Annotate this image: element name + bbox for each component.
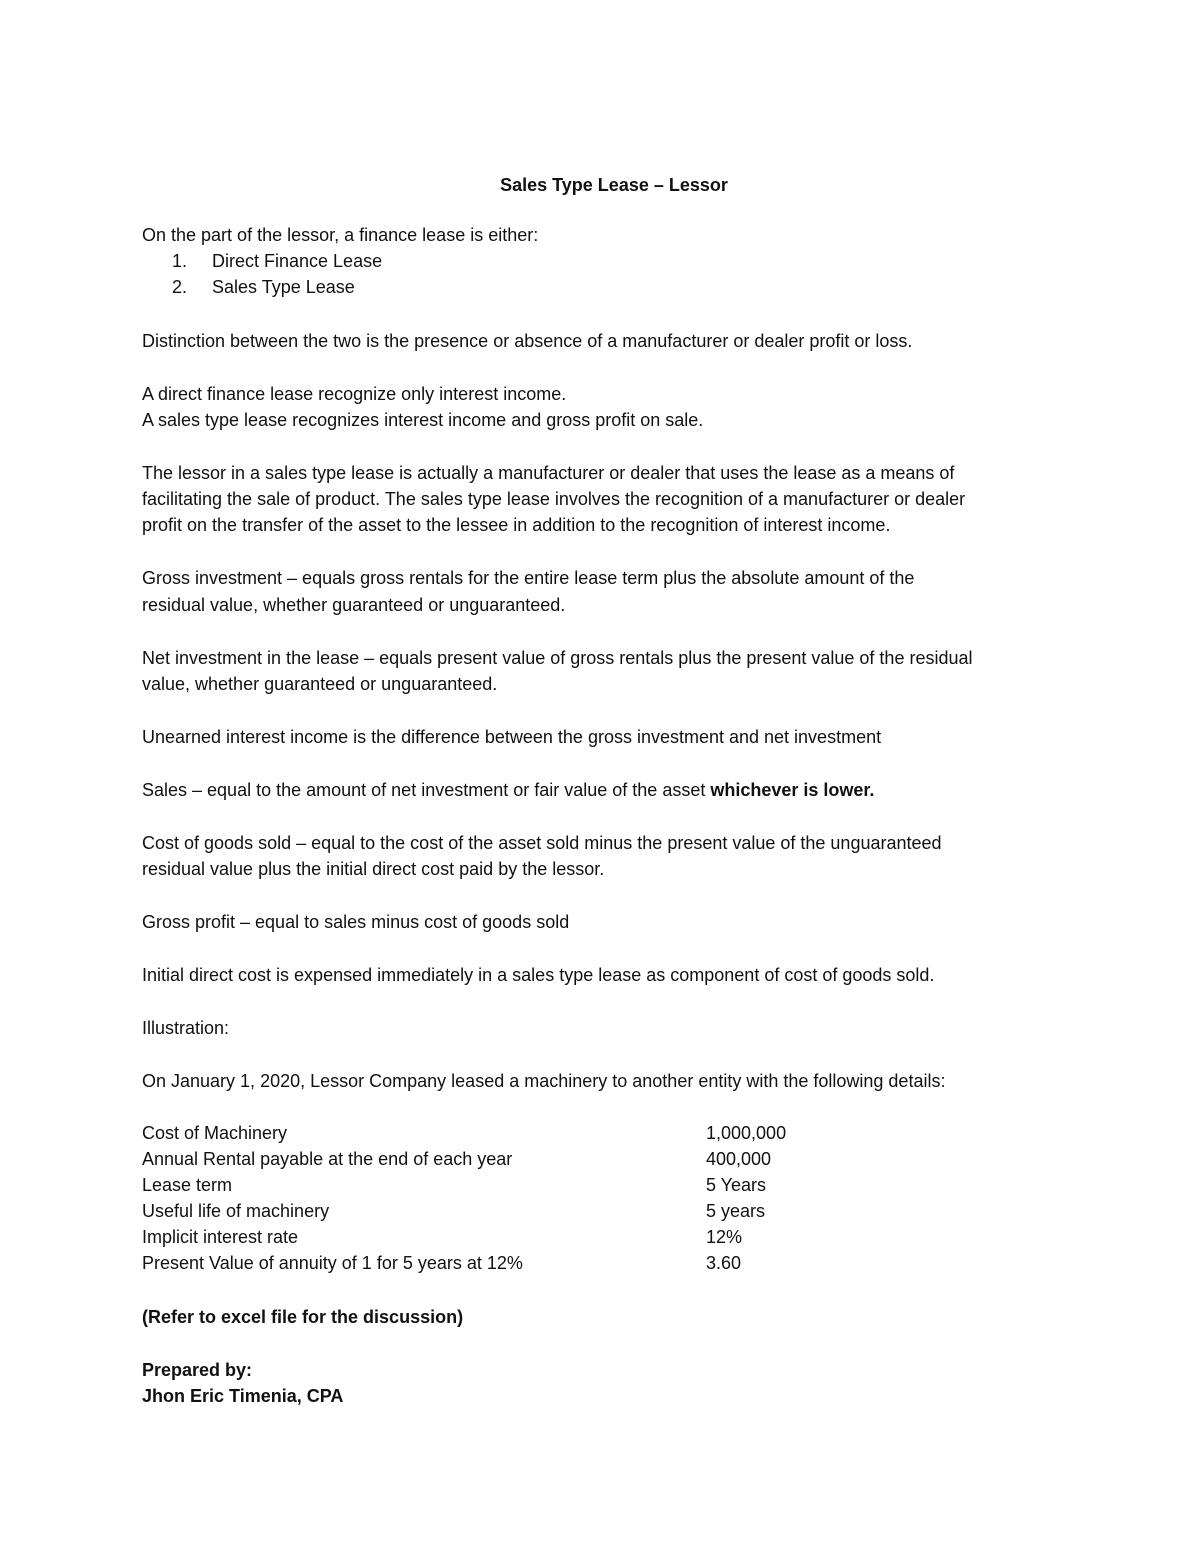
- gross-profit-text: Gross profit – equal to sales minus cost of goods sold: [142, 912, 570, 932]
- initial-direct-cost-text: Initial direct cost is expensed immediately in a sales type lease as component of cost of goods sold.: [142, 965, 935, 985]
- detail-label-interest-rate: Implicit interest rate: [142, 1227, 299, 1247]
- distinction-text: Distinction between the two is the presence or absence of a manufacturer or dealer profit or loss.: [142, 331, 913, 351]
- cogs-line-1: Cost of goods sold – equal to the cost of the asset sold minus the present value of the unguaranteed: [142, 833, 942, 853]
- sales-definition-text: Sales – equal to the amount of net investment or fair value of the asset: [142, 780, 711, 800]
- list-item-sales-type-lease: Sales Type Lease: [212, 277, 355, 297]
- detail-label-useful-life: Useful life of machinery: [142, 1201, 330, 1221]
- lessor-paragraph-line-2: facilitating the sale of product. The sales type lease involves the recognition of a manufacturer or dealer: [142, 489, 966, 509]
- detail-label-annual-rental: Annual Rental payable at the end of each year: [142, 1149, 513, 1169]
- refer-note: (Refer to excel file for the discussion): [142, 1307, 464, 1327]
- lessor-paragraph-line-3: profit on the transfer of the asset to the lessee in addition to the recognition of interest income.: [142, 515, 891, 535]
- detail-value-interest-rate: 12%: [706, 1227, 743, 1247]
- unearned-interest-text: Unearned interest income is the difference between the gross investment and net investment: [142, 727, 882, 747]
- illustration-heading: Illustration:: [142, 1018, 230, 1038]
- intro-text: On the part of the lessor, a finance lease is either:: [142, 225, 539, 245]
- detail-value-cost: 1,000,000: [706, 1123, 787, 1143]
- detail-label-present-value: Present Value of annuity of 1 for 5 years at 12%: [142, 1253, 523, 1273]
- detail-value-present-value: 3.60: [706, 1253, 742, 1273]
- detail-value-annual-rental: 400,000: [706, 1149, 772, 1169]
- list-number-1: 1.: [172, 251, 188, 271]
- sales-definition: [142, 777, 874, 803]
- sales-type-lease-text: A sales type lease recognizes interest income and gross profit on sale.: [142, 410, 704, 430]
- prepared-by-label: Prepared by:: [142, 1360, 253, 1380]
- detail-label-cost: Cost of Machinery: [142, 1123, 288, 1143]
- detail-label-lease-term: Lease term: [142, 1175, 233, 1195]
- gross-investment-line-2: residual value, whether guaranteed or unguaranteed.: [142, 595, 566, 615]
- direct-finance-lease-text: A direct finance lease recognize only interest income.: [142, 384, 567, 404]
- detail-value-lease-term: 5 Years: [706, 1175, 767, 1195]
- document-title: Sales Type Lease – Lessor: [500, 175, 728, 195]
- scenario-text: On January 1, 2020, Lessor Company leased a machinery to another entity with the following details:: [142, 1071, 946, 1091]
- detail-value-useful-life: 5 years: [706, 1201, 766, 1221]
- gross-investment-line-1: Gross investment – equals gross rentals for the entire lease term plus the absolute amount of the: [142, 568, 915, 588]
- lessor-paragraph-line-1: The lessor in a sales type lease is actually a manufacturer or dealer that uses the lease as a means of: [142, 463, 955, 483]
- net-investment-line-1: Net investment in the lease – equals present value of gross rentals plus the present value of the residual: [142, 648, 973, 668]
- sales-definition-emphasis: whichever is lower.: [710, 780, 875, 800]
- list-number-2: 2.: [172, 277, 188, 297]
- list-item-direct-finance-lease: Direct Finance Lease: [212, 251, 383, 271]
- net-investment-line-2: value, whether guaranteed or unguaranteed.: [142, 674, 498, 694]
- author-name: Jhon Eric Timenia, CPA: [142, 1386, 344, 1406]
- cogs-line-2: residual value plus the initial direct cost paid by the lessor.: [142, 859, 605, 879]
